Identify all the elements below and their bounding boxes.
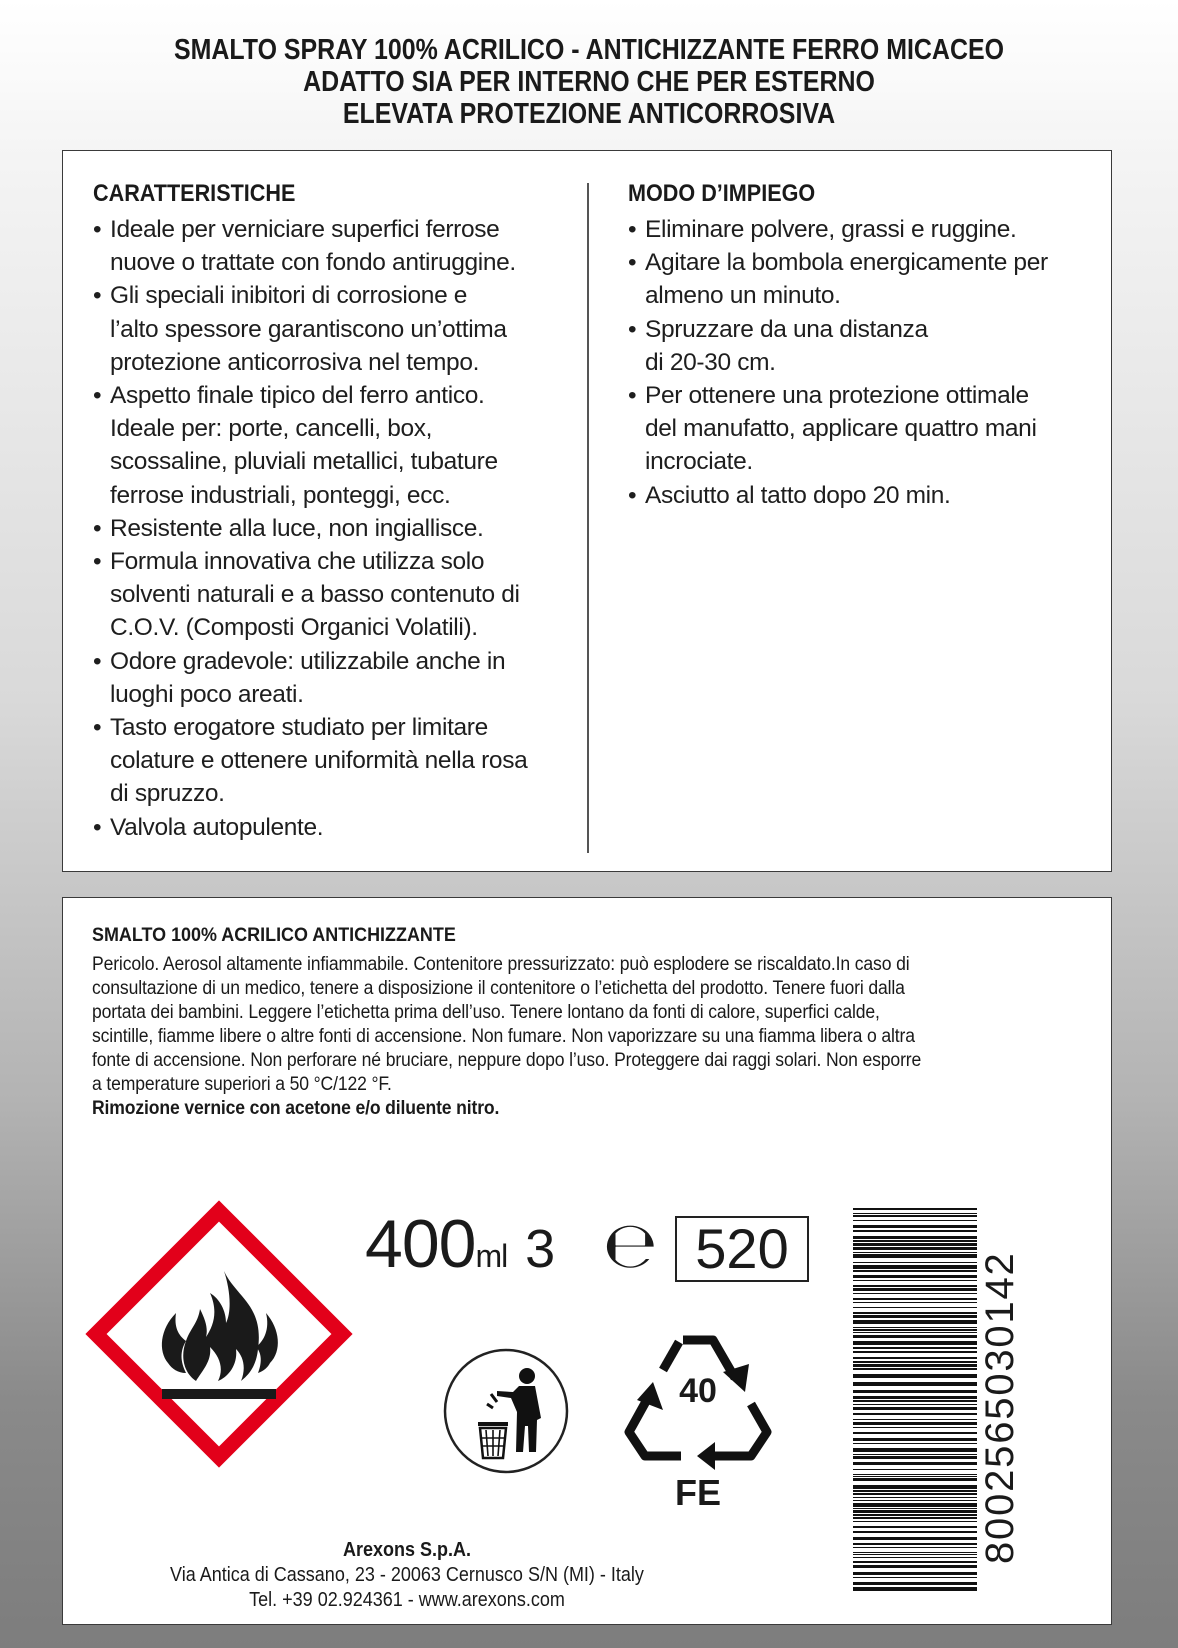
- list-item-text: Asciutto al tatto dopo 20 min.: [645, 481, 951, 509]
- features-list: [93, 213, 563, 844]
- list-item: [628, 213, 1078, 246]
- list-item: [93, 279, 563, 379]
- bullet-icon: •: [93, 813, 102, 841]
- barcode-bar: [853, 1215, 977, 1217]
- safety-panel: [62, 897, 1112, 1625]
- bullet-icon: •: [93, 216, 102, 243]
- list-item-text: Formula innovativa che utilizza solo solventi naturali e a basso contenuto di C.O.V. (Composti Organici Volatili).: [110, 548, 520, 642]
- barcode-bar: [853, 1432, 977, 1434]
- warning-line: a temperature superiori a 50 °C/122 °F.: [92, 1074, 392, 1095]
- barcode-bar: [853, 1561, 977, 1563]
- barcode-bar: [853, 1572, 977, 1575]
- barcode-number: 8002565030142: [978, 1251, 1022, 1564]
- list-item: [93, 545, 563, 645]
- barcode-bar: [853, 1396, 977, 1399]
- barcode-bar: [853, 1320, 977, 1324]
- header-line-2: ADATTO SIA PER INTERNO CHE PER ESTERNO: [303, 66, 875, 98]
- barcode-bar: [853, 1230, 977, 1232]
- litter-bin-icon: [441, 1346, 571, 1476]
- barcode-bar: [853, 1236, 977, 1239]
- list-item: [93, 811, 563, 844]
- list-item-text: Aspetto finale tipico del ferro antico. Ideale per: porte, cancelli, box, scossaline, pluviali metallici, tubature ferrose industriali, ponteggi, ecc.: [110, 382, 498, 509]
- list-item: [93, 711, 563, 811]
- barcode-bar: [853, 1419, 977, 1420]
- features-title: CARATTERISTICHE: [93, 180, 296, 207]
- barcode-bar: [853, 1368, 977, 1370]
- barcode-bar: [853, 1476, 977, 1477]
- bullet-icon: •: [628, 249, 637, 277]
- barcode-bar: [853, 1262, 977, 1263]
- barcode-bar: [853, 1469, 977, 1470]
- barcode-bar: [853, 1341, 977, 1345]
- barcode-bar: [853, 1582, 977, 1585]
- inverted-epsilon-mark: 3: [525, 1219, 555, 1279]
- barcode-bar: [853, 1280, 977, 1281]
- barcode-bar: [853, 1335, 977, 1338]
- list-item-text: Gli speciali inibitori di corrosione e l’alto spessore garantiscono un’ottima protezione anticorrosiva nel tempo.: [110, 282, 507, 376]
- barcode-bar: [853, 1514, 977, 1516]
- barcode-bar: [853, 1462, 977, 1465]
- barcode-bar: [853, 1275, 977, 1278]
- barcode-bar: [853, 1413, 977, 1415]
- barcode-bar: [853, 1247, 977, 1250]
- barcode-bar: [853, 1213, 977, 1214]
- bullet-icon: •: [93, 382, 102, 410]
- list-item: [93, 512, 563, 545]
- barcode-bar: [853, 1422, 977, 1425]
- barcode-bar: [853, 1347, 977, 1349]
- volume-value: 400: [365, 1206, 476, 1282]
- bullet-icon: •: [93, 647, 102, 675]
- warning-line: Pericolo. Aerosol altamente infiammabile. Contenitore pressurizzato: può esplodere se riscaldato.In caso di: [92, 954, 910, 975]
- barcode-bar: [853, 1554, 977, 1555]
- barcode-bar: [853, 1510, 977, 1513]
- usage-list: [628, 213, 1078, 512]
- bullet-icon: •: [628, 481, 637, 509]
- barcode-bar: [853, 1400, 977, 1402]
- barcode-bar: [853, 1254, 977, 1258]
- warning-line: scintille, fiamme libere o altre fonti di accensione. Non fumare. Non vaporizzare su una fiamma libera o altra: [92, 1026, 915, 1047]
- barcode-bar: [853, 1332, 977, 1333]
- list-item-text: Resistente alla luce, non ingiallisce.: [110, 514, 484, 542]
- barcode-bar: [853, 1443, 977, 1444]
- barcode-bar: [853, 1497, 977, 1498]
- barcode-bar: [853, 1427, 977, 1428]
- barcode-bar: [853, 1547, 977, 1548]
- barcode-bar: [853, 1364, 977, 1367]
- barcode-bar: [853, 1517, 977, 1519]
- barcode-bar: [853, 1521, 977, 1522]
- barcode-bar: [853, 1208, 977, 1210]
- barcode-bar: [853, 1302, 977, 1303]
- company-name: Arexons S.p.A.: [342, 1539, 472, 1561]
- volume-label: [365, 1206, 555, 1290]
- estimated-sign: ℮: [603, 1209, 658, 1283]
- barcode-bar: [853, 1500, 977, 1501]
- barcode-bar: [853, 1288, 977, 1291]
- barcode-bar: [853, 1474, 977, 1475]
- list-item-text: Tasto erogatore studiato per limitare colature e ottenere uniformità nella rosa di spruzzo.: [110, 714, 528, 808]
- list-item-text: Valvola autopulente.: [110, 813, 324, 841]
- barcode-bar: [853, 1508, 977, 1509]
- barcode-bar: [853, 1329, 977, 1331]
- barcode-bar: [853, 1390, 977, 1393]
- barcode-bar: [853, 1351, 977, 1353]
- barcode-bar: [853, 1577, 977, 1578]
- company-contact: Tel. +39 02.924361 - www.arexons.com: [249, 1589, 565, 1611]
- warning-text: [92, 953, 1102, 1121]
- barcode-bar: [853, 1225, 977, 1228]
- info-panel: [62, 150, 1112, 872]
- barcode-bar: [853, 1456, 977, 1459]
- barcode-bar: [853, 1438, 977, 1441]
- bullet-icon: •: [628, 315, 637, 343]
- barcode-bar: [853, 1220, 977, 1221]
- volume-unit: ml: [475, 1238, 508, 1274]
- barcode-bar: [853, 1240, 977, 1242]
- barcode-bar: [853, 1404, 977, 1405]
- product-code: 520: [675, 1216, 809, 1282]
- barcode-bar: [853, 1307, 977, 1308]
- barcode-bar: [853, 1587, 977, 1591]
- list-item: [93, 645, 563, 711]
- usage-column: [628, 179, 1078, 512]
- barcode-bar: [853, 1503, 977, 1507]
- bullet-icon: •: [93, 282, 102, 310]
- header-line-3: ELEVATA PROTEZIONE ANTICORROSIVA: [342, 98, 836, 130]
- list-item-text: Agitare la bombola energicamente per almeno un minuto.: [645, 249, 1048, 310]
- barcode-bar: [853, 1270, 977, 1272]
- bullet-icon: •: [628, 382, 637, 410]
- barcode-bar: [853, 1293, 977, 1294]
- list-item-text: Spruzzare da una distanza di 20-30 cm.: [645, 315, 928, 376]
- barcode-bar: [853, 1565, 977, 1568]
- bullet-icon: •: [93, 514, 102, 542]
- barcode-bar: [853, 1243, 977, 1246]
- barcode-bar: [853, 1312, 977, 1314]
- flame-icon: [86, 1201, 352, 1467]
- barcode-bar: [853, 1454, 977, 1455]
- barcode-bar: [853, 1526, 977, 1528]
- barcode-bar: [853, 1557, 977, 1558]
- removal-note: Rimozione vernice con acetone e/o diluente nitro.: [92, 1098, 500, 1119]
- list-item-text: Ideale per verniciare superfici ferrose nuove o trattate con fondo antiruggine.: [110, 216, 516, 277]
- barcode-bar: [853, 1543, 977, 1545]
- barcode-bar: [853, 1374, 977, 1378]
- list-item: [628, 379, 1078, 479]
- features-column: [93, 179, 563, 844]
- warning-line: fonte di accensione. Non perforare né bruciare, neppure dopo l’uso. Proteggere dai raggi solari. Non esporre: [92, 1050, 922, 1071]
- recycle-number: 40: [679, 1372, 717, 1410]
- barcode-bar: [853, 1327, 977, 1328]
- barcode-bar: [853, 1531, 977, 1533]
- barcode-bar: [853, 1361, 977, 1363]
- header-line-1: SMALTO SPRAY 100% ACRILICO - ANTICHIZZANTE FERRO MICACEO: [173, 34, 1005, 66]
- barcode-bar: [853, 1298, 977, 1300]
- barcode-bar: [853, 1537, 977, 1540]
- company-address: Via Antica di Cassano, 23 - 20063 Cernusco S/N (MI) - Italy: [170, 1564, 644, 1586]
- barcode-bar: [853, 1552, 977, 1553]
- barcode-bar: [853, 1315, 977, 1318]
- barcode-bar: [853, 1485, 977, 1489]
- barcode-bar: [853, 1493, 977, 1495]
- barcode-bar: [853, 1478, 977, 1481]
- list-item-text: Per ottenere una protezione ottimale del manufatto, applicare quattro mani incrociate.: [645, 382, 1037, 476]
- list-item: [628, 479, 1078, 512]
- list-item-text: Odore gradevole: utilizzabile anche in luoghi poco areati.: [110, 647, 506, 708]
- barcode-bar: [853, 1265, 977, 1269]
- barcode-bar: [853, 1357, 977, 1359]
- recycle-material: FE: [674, 1472, 721, 1513]
- list-item: [628, 246, 1078, 312]
- list-item: [628, 313, 1078, 379]
- barcode-bar: [853, 1285, 977, 1287]
- list-item-text: Eliminare polvere, grassi e ruggine.: [645, 216, 1017, 243]
- barcode-bar: [853, 1490, 977, 1492]
- bullet-icon: •: [93, 714, 102, 742]
- company-info: [63, 1538, 751, 1613]
- barcode-bar: [853, 1252, 977, 1253]
- header-title: [82, 34, 1095, 130]
- column-divider: [587, 183, 589, 853]
- warning-title: SMALTO 100% ACRILICO ANTICHIZZANTE: [92, 924, 456, 946]
- barcode-bar: [853, 1382, 977, 1386]
- barcode-bar: [853, 1407, 977, 1410]
- bullet-icon: •: [93, 548, 102, 576]
- usage-title: MODO D’IMPIEGO: [628, 180, 816, 207]
- barcode-bar: [853, 1448, 977, 1452]
- warning-line: portata dei bambini. Leggere l’etichetta prima dell’uso. Tenere lontano da fonti di calore, superfici calde,: [92, 1002, 880, 1023]
- bullet-icon: •: [628, 216, 637, 243]
- list-item: [93, 379, 563, 512]
- warning-line: consultazione di un medico, tenere a disposizione il contenitore o l’etichetta del prodotto. Tenere fuori dalla: [92, 978, 905, 999]
- list-item: [93, 213, 563, 279]
